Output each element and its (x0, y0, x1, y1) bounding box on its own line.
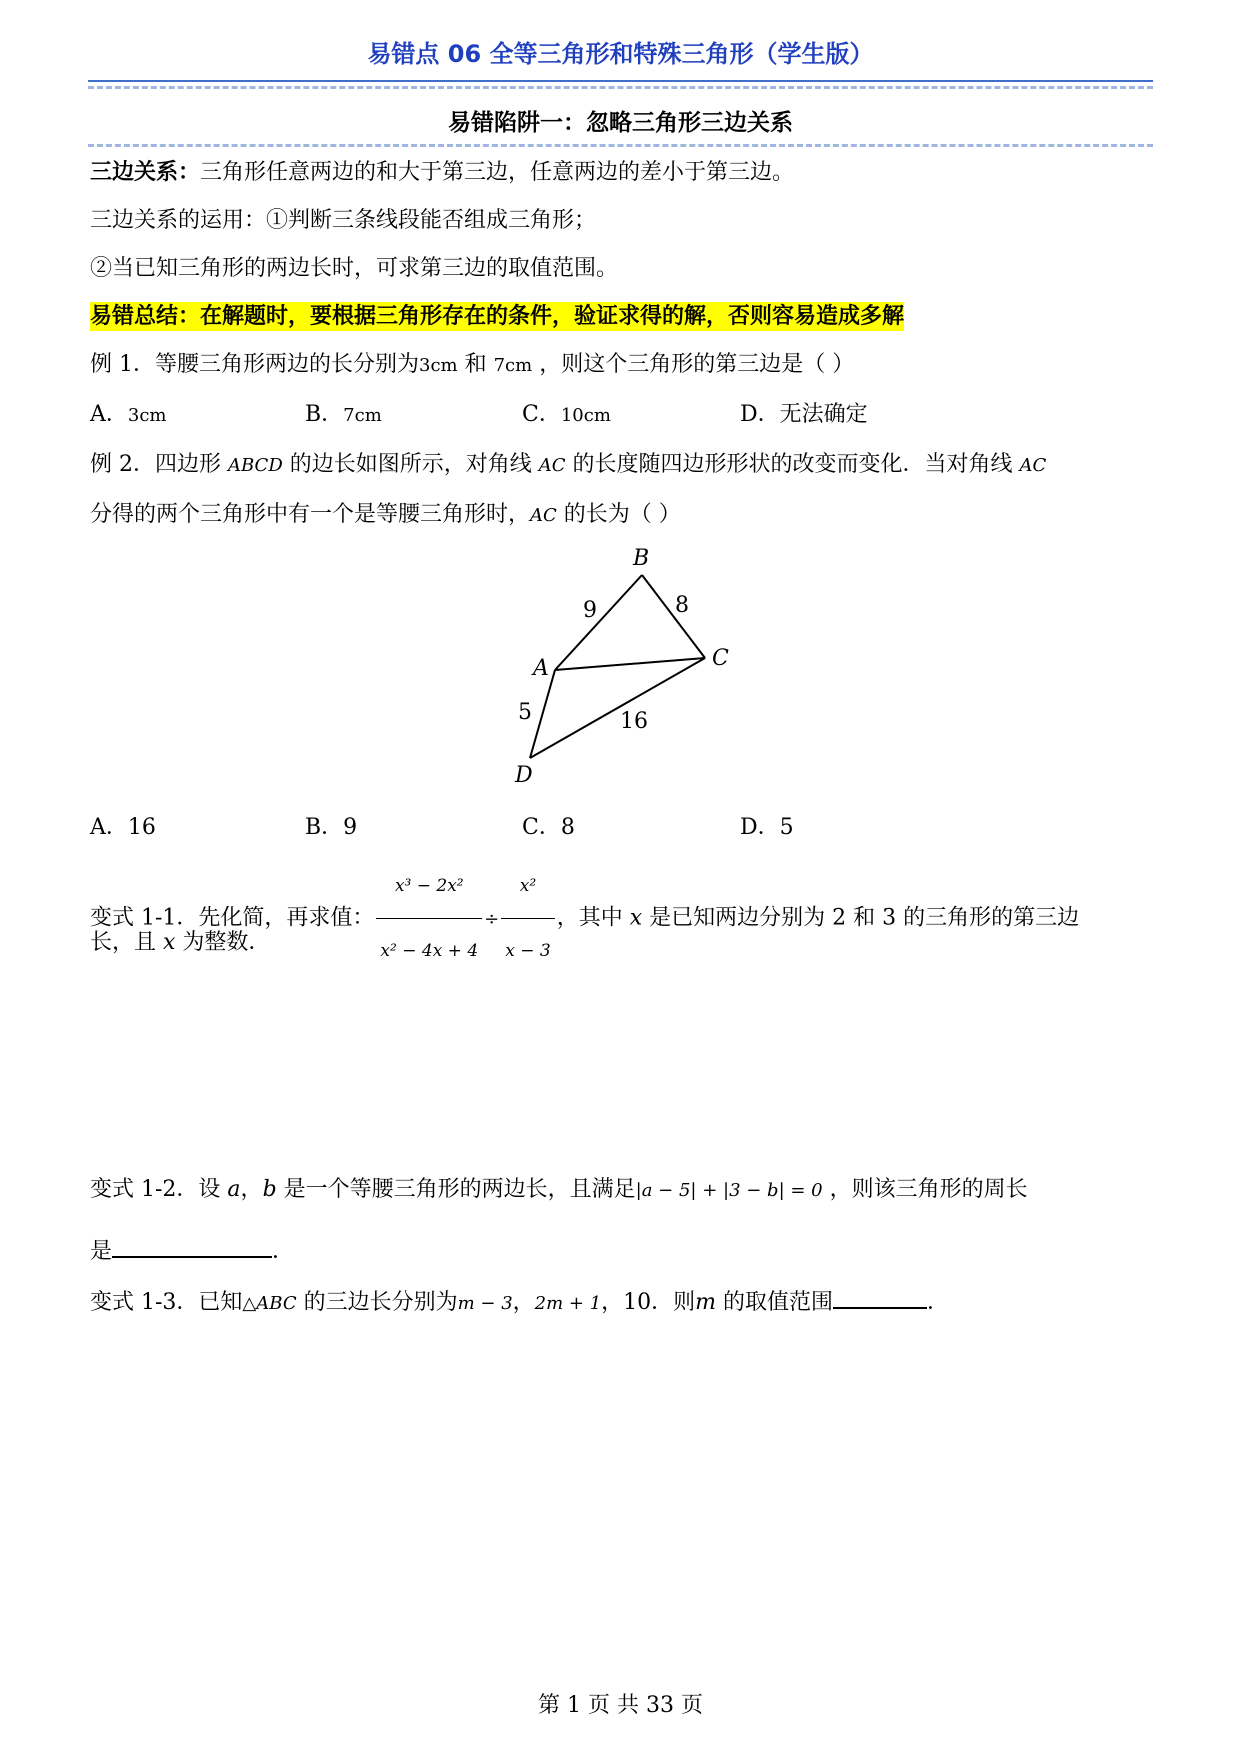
example1-option-b (305, 400, 382, 431)
variant11-text-b: ，其中 (556, 905, 630, 931)
variant11-text-c: 是已知两边分别为 2 和 3 的三角形的第三边 (642, 905, 1080, 931)
option-value: 3cm (127, 405, 167, 426)
example2-text-d: 分得的两个三角形中有一个是等腰三角形时， (90, 502, 531, 527)
option-value: 16 (127, 815, 156, 840)
example2-option-a (90, 813, 156, 843)
variant11-text-e: 为整数． (175, 930, 271, 955)
label-c: C (712, 646, 729, 671)
variant13-text-b: 的三边长分别为 (296, 1290, 458, 1315)
diagonal-ac (555, 658, 705, 670)
side-expression-2: 2m + 1 (534, 1293, 602, 1314)
example2-option-d (740, 813, 794, 843)
variable-a: a (227, 1177, 241, 1202)
side-label-bc: 8 (675, 593, 689, 618)
answer-blank[interactable] (833, 1283, 927, 1309)
example2-line-2 (90, 500, 681, 531)
example2-text-b: 的边长如图所示，对角线 (282, 452, 539, 477)
option-value: 8 (560, 815, 575, 840)
answer-blank[interactable] (112, 1232, 272, 1258)
option-value: 7cm (343, 405, 382, 426)
option-letter: B． (305, 815, 344, 840)
variant12-text-d: 是 (90, 1239, 113, 1264)
intro-definition-text: 三角形任意两边的和大于第三边，任意两边的差小于第三边。 (200, 160, 795, 185)
fraction-1-denominator: x² − 4x + 4 (380, 941, 479, 961)
option-letter: B． (305, 402, 344, 427)
quad-name: ABCD (227, 455, 283, 476)
variant12-text-c: ，则该三角形的周长 (822, 1177, 1028, 1202)
variant13-period: ． (927, 1290, 950, 1315)
example2-option-c (522, 813, 575, 843)
example1-text-b: 和 (457, 352, 494, 377)
header-dashed-rule (88, 86, 1153, 89)
side-label-ad: 5 (518, 700, 532, 725)
side-ab (555, 575, 642, 670)
variant12-line-1 (90, 1175, 1028, 1206)
header-rule (88, 80, 1153, 82)
option-letter: C． (522, 402, 561, 427)
fraction-2-denominator: x − 3 (505, 941, 551, 961)
intro-summary (90, 302, 904, 332)
variant13-text-c: ，10．则 (601, 1290, 696, 1315)
intro-usage-1: 三边关系的运用：①判断三条线段能否组成三角形； (90, 208, 597, 233)
variant12-text-a: 变式 1-2．设 (90, 1177, 228, 1202)
example1-text-c: ，则这个三角形的第三边是（ ） (532, 352, 855, 377)
fraction-2 (501, 856, 554, 981)
option-value: 无法确定 (779, 402, 868, 427)
example2-line-1 (90, 450, 1046, 481)
side-label-ab: 9 (583, 598, 597, 623)
variable-m: m (695, 1290, 717, 1315)
quadrilateral-figure (480, 545, 780, 795)
variant12-period: ． (272, 1239, 295, 1264)
option-value: 10cm (560, 405, 611, 426)
option-letter: D． (740, 402, 780, 427)
variant12-line-2 (90, 1232, 294, 1267)
variable-b: b (262, 1177, 277, 1202)
example1-question (90, 350, 854, 381)
document-title: 易错点 06 全等三角形和特殊三角形（学生版） (367, 40, 874, 68)
section-title: 易错陷阱一：忽略三角形三边关系 (448, 110, 793, 136)
side-bc (642, 575, 705, 658)
fraction-1 (376, 856, 482, 981)
example1-text-a: 例 1．等腰三角形两边的长分别为 (90, 352, 419, 377)
label-d: D (515, 763, 533, 788)
diagonal-name: AC (1019, 455, 1047, 476)
example2-text-c: 的长度随四边形形状的改变而变化．当对角线 (565, 452, 1020, 477)
fraction-1-numerator: x³ − 2x² (376, 856, 482, 919)
example2-text-a: 例 2．四边形 (90, 452, 228, 477)
variable-x: x (163, 930, 176, 955)
page-number: 第 1 页 共 33 页 (538, 1693, 703, 1718)
division-sign: ÷ (484, 908, 500, 930)
side-expression-1: m − 3 (457, 1293, 513, 1314)
example1-option-c (522, 400, 611, 431)
example1-option-a (90, 400, 167, 431)
fraction-2-numerator: x² (501, 856, 554, 919)
example2-text-e: 的长为（ ） (556, 502, 681, 527)
option-letter: D． (740, 815, 780, 840)
variant11-text-a: 变式 1-1．先化简，再求值： (90, 905, 375, 931)
variant11-line-1 (90, 856, 1079, 981)
option-value: 9 (343, 815, 358, 840)
label-b: B (633, 546, 650, 571)
variant11-line-2 (90, 928, 270, 958)
label-a: A (533, 656, 549, 681)
option-letter: A． (90, 402, 128, 427)
intro-definition (90, 158, 794, 188)
diagonal-name: AC (538, 455, 566, 476)
diagonal-name: AC (530, 505, 557, 526)
absolute-value-equation: |a − 5| + |3 − b| = 0 (635, 1180, 823, 1201)
triangle-name: △ABC (242, 1293, 297, 1314)
option-letter: C． (522, 815, 561, 840)
variant12-comma: ， (240, 1177, 263, 1202)
example1-value-1: 3cm (419, 355, 458, 376)
example1-value-2: 7cm (493, 355, 533, 376)
section-dashed-rule (88, 144, 1153, 147)
variant13-text-a: 变式 1-3．已知 (90, 1290, 243, 1315)
side-label-cd: 16 (620, 709, 648, 734)
variable-x: x (629, 905, 643, 931)
variant12-text-b: 是一个等腰三角形的两边长，且满足 (276, 1177, 636, 1202)
intro-term: 三边关系： (90, 160, 201, 185)
option-value: 5 (779, 815, 794, 840)
variant13-line (90, 1283, 949, 1319)
intro-usage-2: ②当已知三角形的两边长时，可求第三边的取值范围。 (90, 256, 619, 281)
example1-option-d (740, 400, 868, 430)
option-letter: A． (90, 815, 128, 840)
variant13-text-d: 的取值范围 (716, 1290, 834, 1315)
summary-highlight: 易错总结：在解题时，要根据三角形存在的条件，验证求得的解，否则容易造成多解 (90, 304, 905, 329)
side-cd (530, 658, 705, 758)
variant11-text-d: 长，且 (90, 930, 163, 955)
example2-option-b (305, 813, 357, 843)
variant13-sep: ， (512, 1290, 535, 1315)
